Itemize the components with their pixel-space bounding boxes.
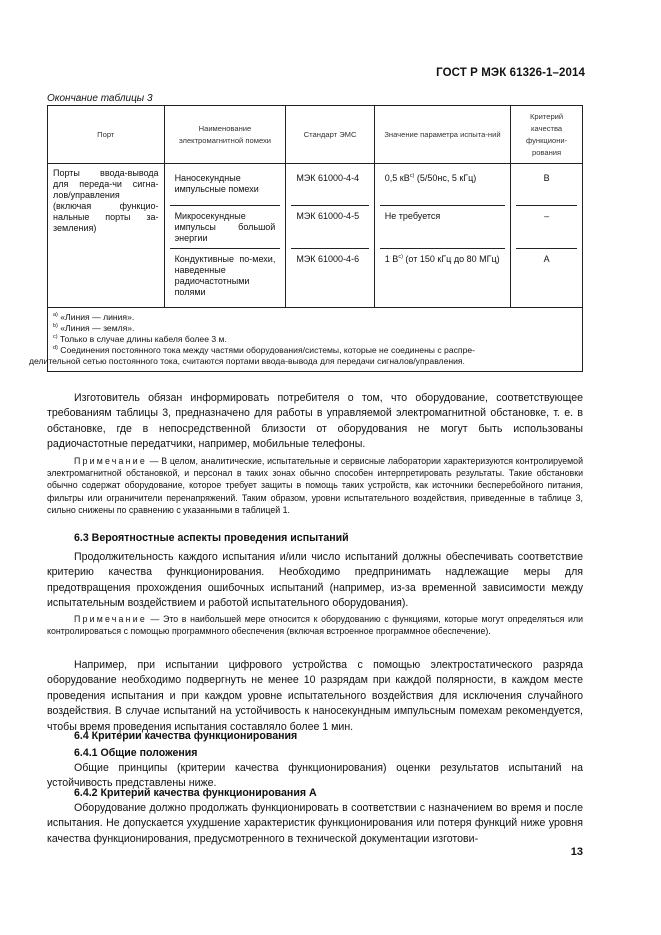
interference-1: Наносекундные импульсные помехи <box>170 168 281 206</box>
paragraph-4: Общие принципы (критерии качества функционирования) оценки результатов испытаний на устойчивость представлены ниже. <box>47 762 583 790</box>
interference-2: Микросекундные импульсы большой энергии <box>170 206 281 249</box>
table-header-row <box>48 106 583 164</box>
col-header-port: Порт <box>48 106 165 164</box>
table-footnotes <box>29 308 583 372</box>
paragraph-3: Например, при испытании цифрового устройства с помощью электростатического разряда оборудование необходимо подвергнуть не менее 10 разрядам при каждой полярности, в каждом месте проведения испытания и при каждом уровне испытательного воздействия для исключения случайного воздействия. В случае испытаний на устойчивость к наносекундным импульсным помехам рекомендуется, чтобы время проведения испытания составляло более 1 мин. <box>47 659 583 733</box>
footnote-a: $^{а)}$ «Линия — линия». <box>53 312 135 322</box>
table-row <box>48 164 583 308</box>
value-3-main: 1 В <box>384 254 399 264</box>
footnote-d-continuation: делительной сетью постоянного тока, считаются портами ввода-вывода для передачи сигналов/управления. <box>29 356 465 366</box>
footnote-c: $^{с)}$ Только в случае длины кабеля более 3 м. <box>53 334 227 344</box>
paragraph-5: Оборудование должно продолжать функционировать в соответствии с назначением во время и после испытания. Не допускается ухудшение характеристик функционирования или потеря функций ниже уровня качества функционирования, предусмотренного в технической документации изготови- <box>47 802 583 845</box>
page-number: 13 <box>570 846 583 858</box>
note-1-label: Примечание <box>74 456 147 466</box>
paragraph-1: Изготовитель обязан информировать потребителя о том, что оборудование, соответствующее требованиям таблицы 3, предназначено для работы в управляемой электромагнитной обстановке, т. е. в обстановке, где в непосредственной близости от оборудования не могут быть использованы радиочастотные передатчики, например, мобильные телефоны. <box>47 392 583 451</box>
col-header-value: Значение параметра испыта-ний <box>374 106 510 164</box>
col-header-criterion: Критерий качества функциони-рования <box>511 106 583 164</box>
heading-6-4: 6.4 Критерии качества функционирования <box>74 730 298 742</box>
standard-cell <box>286 164 374 308</box>
value-3-detail: (от 150 кГц до 80 МГц) <box>402 254 500 264</box>
note-2-label: Примечание <box>74 614 147 624</box>
value-3-sup: с) <box>398 254 403 260</box>
table-3 <box>29 105 583 372</box>
document-header: ГОСТ Р МЭК 61326-1–2014 <box>436 67 585 79</box>
value-1-detail: (5/50нс, 5 кГц) <box>414 173 477 183</box>
heading-6-4-1: 6.4.1 Общие положения <box>74 747 198 759</box>
value-1-sup: с) <box>409 173 415 179</box>
criterion-1: В <box>516 168 577 206</box>
standard-3: МЭК 61000-4-6 <box>296 254 360 264</box>
footnotes-row <box>48 308 583 372</box>
standard-1: МЭК 61000-4-4 <box>291 168 368 206</box>
col-header-interference: Наименование электромагнитной помехи <box>164 106 286 164</box>
standard-2: МЭК 61000-4-5 <box>291 206 368 249</box>
footnote-b: $^{b)}$ «Линия — земля». <box>53 323 135 333</box>
criterion-cell <box>511 164 583 308</box>
value-2 <box>380 206 505 249</box>
interference-cell <box>164 164 286 308</box>
note-1: Примечание — В целом, аналитические, испытательные и сервисные лаборатории характеризуются контролируемой электромагнитной обстановкой, и персонал в таких зонах обычно способен интерпретировать результаты. Такие обстановки обычно содержат оборудование, которое требует защиты в помощь таких устройств, как источники бесперебойного питания, фильтры или ограничители перенапряжений. Таким образом, уровни испытательного воздействия, приведенные в таблице 3, сильно снижены по сравнению с указанными в таблицей 1. <box>47 456 583 515</box>
port-cell: Порты ввода-вывода для переда-чи сигна-лов/управления (включая функцио-нальные порты за-земления) <box>48 164 165 308</box>
table-caption: Окончание таблицы 3 <box>47 93 153 104</box>
value-3 <box>380 249 505 303</box>
paragraph-2: Продолжительность каждого испытания и/или число испытаний должны обеспечивать соответствие критерию качества функционирования. Необходимо предпринимать надлежащие меры для предотвращения прохождения ошибочных испытаний (например, из-за временной зависимости между испытательным воздействием и работой испытательного оборудования). <box>47 551 583 610</box>
col-header-standard: Стандарт ЭМС <box>286 106 374 164</box>
value-2-main: Не требуется <box>384 211 441 221</box>
criterion-2: – <box>516 206 577 249</box>
footnote-d: $^{d)}$ Соединения постоянного тока между частями оборудования/системы, которые не соединены с распре- <box>53 345 475 355</box>
heading-6-4-2: 6.4.2 Критерий качества функционирования А <box>74 787 317 799</box>
value-cell <box>374 164 510 308</box>
value-1-main: 0,5 кВ <box>384 173 410 183</box>
heading-6-3: 6.3 Вероятностные аспекты проведения испытаний <box>74 532 349 544</box>
note-2: Примечание — Это в наибольшей мере относится к оборудованию с функциями, которые могут определяться или контролироваться с помощью программного обеспечения (включая встроенное программное обеспечение). <box>47 614 583 637</box>
criterion-3: А <box>543 254 550 264</box>
interference-3: Кондуктивные по-мехи, наведенные радиочастотными полями <box>174 254 276 297</box>
value-1 <box>380 168 505 206</box>
